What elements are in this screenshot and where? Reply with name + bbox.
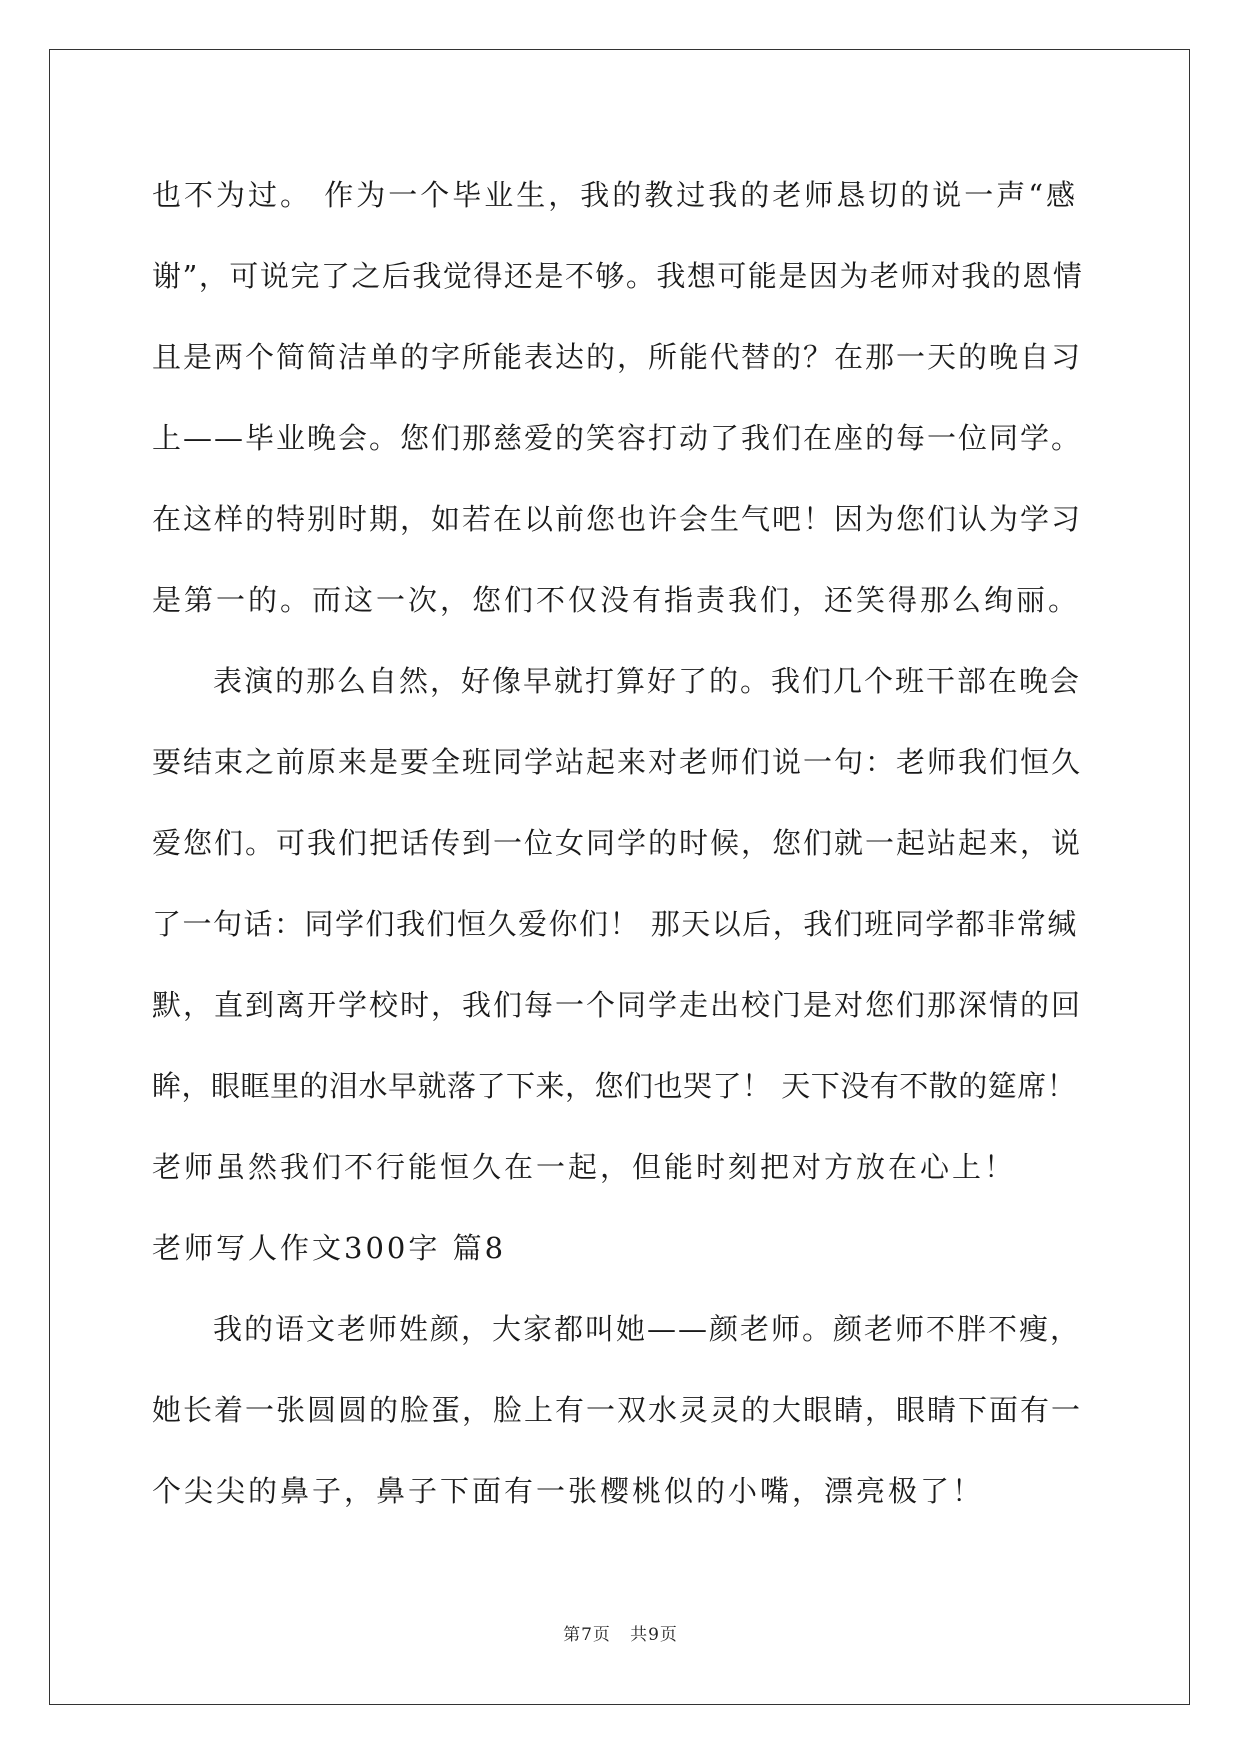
text-line: 默，直到离开学校时，我们每一个同学走出校门是对您们那深情的回 [152, 988, 1083, 1022]
text-line: 要结束之前原来是要全班同学站起来对老师们说一句：老师我们恒久 [152, 745, 1083, 779]
paragraph-start-line: 我的语文老师姓颜，大家都叫她——颜老师。颜老师不胖不瘦， [213, 1312, 1082, 1346]
paragraph-start-line: 表演的那么自然，好像早就打算好了的。我们几个班干部在晚会 [213, 664, 1082, 698]
text-line: 谢”，可说完了之后我觉得还是不够。我想可能是因为老师对我的恩情 [152, 259, 1084, 293]
text-line: 了一句话：同学们我们恒久爱你们！ 那天以后，我们班同学都非常缄 [152, 907, 1078, 941]
text-line: 老师虽然我们不行能恒久在一起，但能时刻把对方放在心上！ [152, 1150, 1017, 1184]
page-number: 第7页 共9页 [563, 1625, 678, 1645]
text-line: 上——毕业晚会。您们那慈爱的笑容打动了我们在座的每一位同学。 [152, 421, 1083, 455]
text-line: 且是两个简简洁单的字所能表达的，所能代替的？在那一天的晚自习 [152, 340, 1083, 374]
text-line: 个尖尖的鼻子，鼻子下面有一张樱桃似的小嘴，漂亮极了！ [152, 1474, 985, 1508]
document-body [152, 155, 1089, 1532]
section-heading: 老师写人作文300字 篇8 [152, 1231, 507, 1265]
text-line: 爱您们。可我们把话传到一位女同学的时候，您们就一起站起来，说 [152, 826, 1083, 860]
text-line: 眸，眼眶里的泪水早就落了下来，您们也哭了！ 天下没有不散的筵席！ [152, 1069, 1077, 1103]
text-line: 也不为过。 作为一个毕业生，我的教过我的老师恳切的说一声“感 [152, 178, 1079, 212]
text-line: 她长着一张圆圆的脸蛋，脸上有一双水灵灵的大眼睛，眼睛下面有一 [152, 1393, 1083, 1427]
page-footer [0, 1620, 1241, 1645]
text-line: 在这样的特别时期，如若在以前您也许会生气吧！因为您们认为学习 [152, 502, 1083, 536]
text-line: 是第一的。而这一次，您们不仅没有指责我们，还笑得那么绚丽。 [152, 583, 1081, 617]
